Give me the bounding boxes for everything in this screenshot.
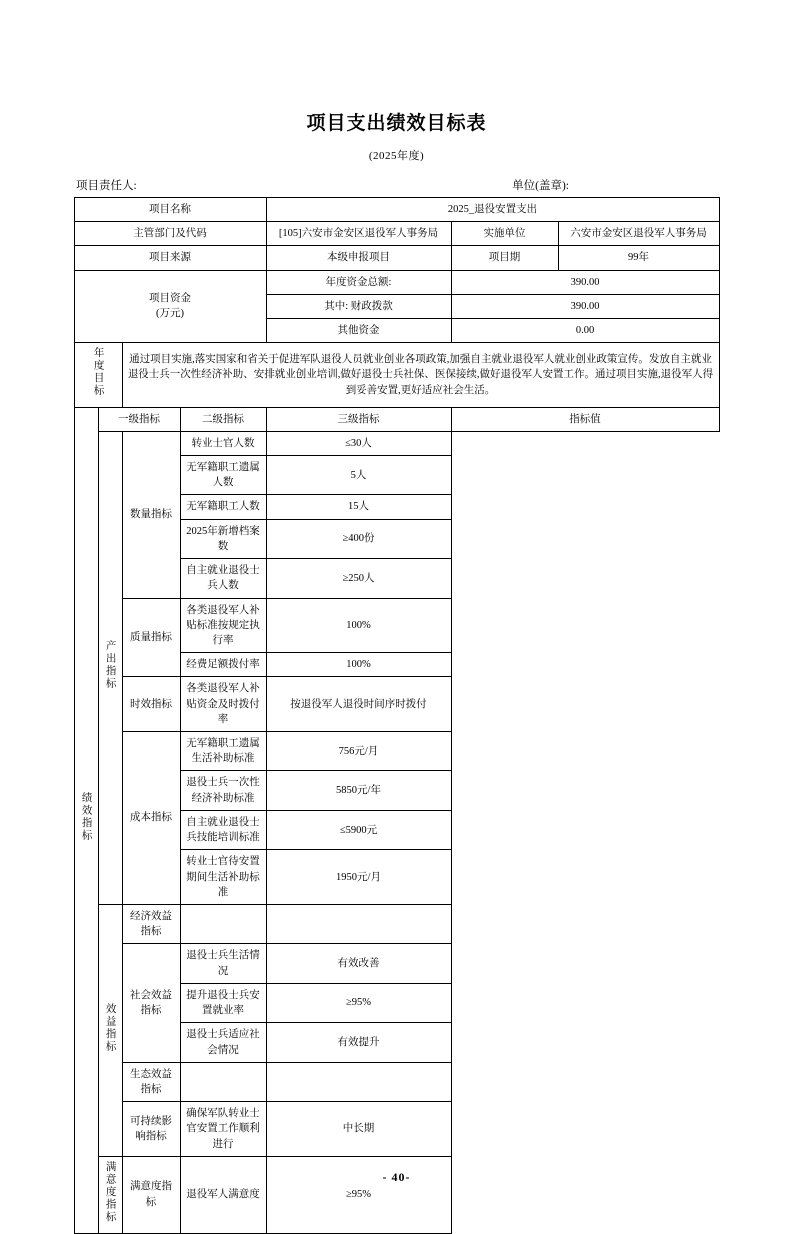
header-level3: 三级指标 [266,407,451,431]
indicator-value [266,905,451,944]
project-name-label: 项目名称 [74,198,266,222]
group-label-satisfaction: 满意度指标 [98,1156,122,1233]
indicator-name: 提升退役士兵安置就业率 [180,983,266,1022]
indicator-value: 5人 [266,455,451,494]
indicator-value [266,1062,451,1101]
indicator-name: 自主就业退役士兵人数 [180,559,266,598]
page-title: 项目支出绩效目标表 [306,113,487,134]
indicator-value: ≤5900元 [266,810,451,849]
table-row [74,732,719,771]
perf-side-label: 绩效指标 [74,407,98,1233]
table-row-annual-goal [74,343,719,407]
funds-label-line1: 项目资金 [149,293,191,305]
funds-row-value-0: 390.00 [451,270,719,294]
indicator-name: 经费足额拨付率 [180,653,266,677]
page-number: - 40- [382,1170,411,1184]
header-level1: 一级指标 [98,407,180,431]
subgroup-label-quality: 质量指标 [122,598,180,677]
indicator-value: 1950元/月 [266,850,451,905]
header-level2: 二级指标 [180,407,266,431]
indicator-name: 退役士兵生活情况 [180,944,266,983]
table-row [74,431,719,455]
department-value: [105]六安市金安区退役军人事务局 [266,222,451,246]
subgroup-label-economic: 经济效益指标 [122,905,180,944]
indicator-value: 有效提升 [266,1023,451,1062]
indicator-name: 无军籍职工人数 [180,495,266,519]
table-row [74,1062,719,1101]
indicator-name: 无军籍职工遗属人数 [180,455,266,494]
unit-seal-label: 单位(盖章): [512,180,569,192]
table-row [74,1102,719,1157]
table-row [74,944,719,983]
table-row-funds-total [74,270,719,294]
funds-row-name-2: 其他资金 [266,319,451,343]
group-label-benefit: 效益指标 [98,905,122,1157]
source-label: 项目来源 [74,246,266,270]
annual-goal-label: 年度目标 [74,343,122,407]
indicator-name: 退役军人满意度 [180,1156,266,1233]
indicator-value: 有效改善 [266,944,451,983]
performance-target-table [74,197,720,1234]
funds-row-value-2: 0.00 [451,319,719,343]
table-row-perf-header [74,407,719,431]
subgroup-label-ecological: 生态效益指标 [122,1062,180,1101]
source-value: 本级申报项目 [266,246,451,270]
subgroup-label-sustainable: 可持续影响指标 [122,1102,180,1157]
indicator-value: 按退役军人退役时间序时拨付 [266,677,451,732]
funds-row-name-0: 年度资金总额: [266,270,451,294]
indicator-value: 756元/月 [266,732,451,771]
period-value: 99年 [628,252,649,264]
funds-row-value-1: 390.00 [451,294,719,318]
table-row [74,598,719,653]
table-row-project-name [74,198,719,222]
indicator-value: ≥95% [266,1156,451,1233]
indicator-value: ≤30人 [266,431,451,455]
indicator-name [180,1062,266,1101]
table-row [74,677,719,732]
indicator-value: 15人 [266,495,451,519]
subgroup-label-timeliness: 时效指标 [122,677,180,732]
impl-unit-label: 实施单位 [452,222,559,245]
indicator-name: 各类退役军人补贴标准按规定执行率 [180,598,266,653]
indicator-value: ≥250人 [266,559,451,598]
subgroup-label-quantity: 数量指标 [122,431,180,598]
table-row-department [74,222,719,246]
subgroup-label-social: 社会效益指标 [122,944,180,1062]
table-row-source [74,246,719,270]
funds-row-name-1: 其中: 财政拨款 [266,294,451,318]
funds-label [74,270,266,343]
indicator-value: 中长期 [266,1102,451,1157]
table-row [74,1156,719,1233]
indicator-name: 各类退役军人补贴资金及时拨付率 [180,677,266,732]
indicator-name: 确保军队转业士官安置工作顺利进行 [180,1102,266,1157]
project-name-value: 2025_退役安置支出 [266,198,719,222]
table-row [74,905,719,944]
indicator-name: 转业士官人数 [180,431,266,455]
department-label: 主管部门及代码 [74,222,266,246]
header-value: 指标值 [451,407,719,431]
indicator-name: 转业士官待安置期间生活补助标准 [180,850,266,905]
indicator-name: 2025年新增档案数 [180,519,266,558]
subgroup-label-satisfaction: 满意度指标 [122,1156,180,1233]
indicator-value: 100% [266,598,451,653]
document-page [0,108,793,1230]
indicator-name [180,905,266,944]
group-label-output: 产出指标 [98,431,122,904]
indicator-value: 5850元/年 [266,771,451,810]
funds-label-line2: (万元) [156,308,184,320]
indicator-name: 无军籍职工遗属生活补助标准 [180,732,266,771]
indicator-value: 100% [266,653,451,677]
subgroup-label-cost: 成本指标 [122,732,180,905]
annual-goal-text: 通过项目实施,落实国家和省关于促进军队退役人员就业创业各项政策,加强自主就业退役军人就业创业政策宣传。发放自主就业退役士兵一次性经济补助、安排就业创业培训,做好退役士兵社保、医保接续,做好退役军人安置工作。通过项目实施,退役军人得到妥善安置,更好适应社会生活。 [122,343,719,407]
responsible-label: 项目责任人: [76,180,137,192]
page-subtitle: (2025年度) [368,150,425,162]
impl-unit-value: 六安市金安区退役军人事务局 [570,228,707,240]
indicator-name: 自主就业退役士兵技能培训标准 [180,810,266,849]
period-label: 项目期 [452,246,559,269]
indicator-name: 退役士兵一次性经济补助标准 [180,771,266,810]
indicator-value: ≥400份 [266,519,451,558]
indicator-value: ≥95% [266,983,451,1022]
headline-row [74,177,719,193]
indicator-name: 退役士兵适应社会情况 [180,1023,266,1062]
